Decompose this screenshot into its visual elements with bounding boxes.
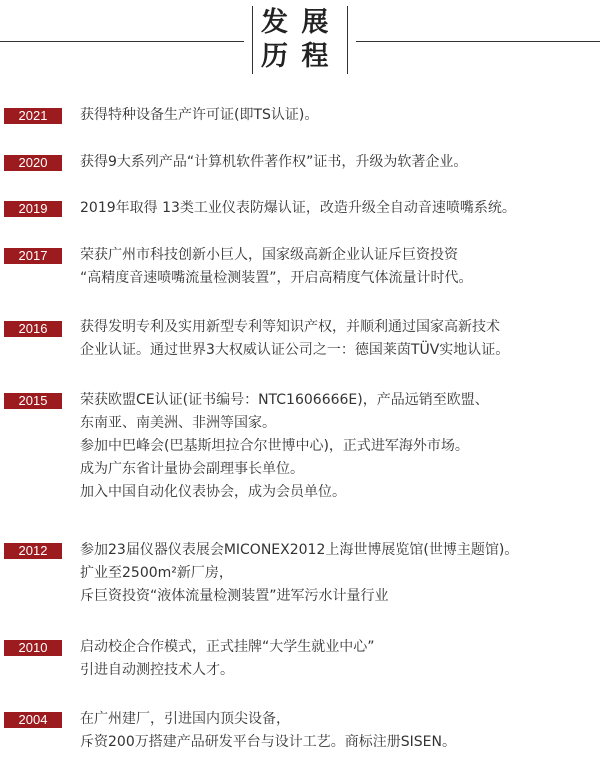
- year-badge: 2012: [4, 543, 62, 559]
- year-badge: 2016: [4, 321, 62, 337]
- description-line: 荣获欧盟CE认证(证书编号：NTC1606666E)，产品远销至欧盟、: [80, 392, 489, 408]
- year-badge: 2015: [4, 393, 62, 409]
- description-line: 获得9大系列产品“计算机软件著作权”证书，升级为软著企业。: [80, 154, 468, 170]
- entry-description: [80, 636, 595, 682]
- entry-description: [80, 104, 595, 127]
- year-badge: 2021: [4, 108, 62, 124]
- entry-description: [80, 708, 595, 754]
- description-line: 引进自动测控技术人才。: [80, 662, 234, 678]
- entry-description: [80, 197, 595, 220]
- description-line: 加入中国自动化仪表协会，成为会员单位。: [80, 484, 346, 500]
- title-divider-right: [356, 41, 600, 42]
- entry-description: [80, 316, 595, 362]
- description-line: 参加23届仪器仪表展会MICONEX2012上海世博展览馆(世博主题馆)。: [80, 542, 519, 558]
- description-line: 参加中巴峰会(巴基斯坦拉合尔世博中心)，正式进军海外市场。: [80, 438, 469, 454]
- section-title-line-2: 历 程: [261, 41, 331, 72]
- entry-description: [80, 539, 595, 608]
- description-line: 荣获广州市科技创新小巨人，国家级高新企业认证斥巨资投资: [80, 247, 458, 263]
- year-badge: 2017: [4, 248, 62, 264]
- section-title-line-1: 发 展: [261, 7, 331, 38]
- description-line: 在广州建厂，引进国内顶尖设备，: [80, 711, 290, 727]
- year-badge: 2004: [4, 712, 62, 728]
- description-line: 2019年取得 13类工业仪表防爆认证，改造升级全自动音速喷嘴系统。: [80, 200, 516, 216]
- entry-description: [80, 389, 595, 504]
- description-line: “高精度音速喷嘴流量检测装置”，开启高精度气体流量计时代。: [80, 270, 473, 286]
- description-line: 成为广东省计量协会副理事长单位。: [80, 461, 304, 477]
- entry-description: [80, 151, 595, 174]
- description-line: 启动校企合作模式，正式挂牌“大学生就业中心”: [80, 639, 375, 655]
- description-line: 扩业至2500m²新厂房，: [80, 565, 233, 581]
- description-line: 企业认证。通过世界3大权威认证公司之一：德国莱茵TÜV实地认证。: [80, 342, 510, 358]
- entry-description: [80, 244, 595, 290]
- year-badge: 2019: [4, 201, 62, 217]
- year-badge: 2010: [4, 640, 62, 656]
- description-line: 斥巨资投资“液体流量检测装置”进军污水计量行业: [80, 588, 389, 604]
- title-divider-left: [0, 41, 244, 42]
- description-line: 东南亚、南美洲、非洲等国家。: [80, 415, 276, 431]
- description-line: 获得特种设备生产许可证(即TS认证)。: [80, 107, 319, 123]
- description-line: 斥资200万搭建产品研发平台与设计工艺。商标注册SISEN。: [80, 734, 456, 750]
- year-badge: 2020: [4, 155, 62, 171]
- description-line: 获得发明专利及实用新型专利等知识产权，并顺利通过国家高新技术: [80, 319, 500, 335]
- section-title: [252, 6, 348, 74]
